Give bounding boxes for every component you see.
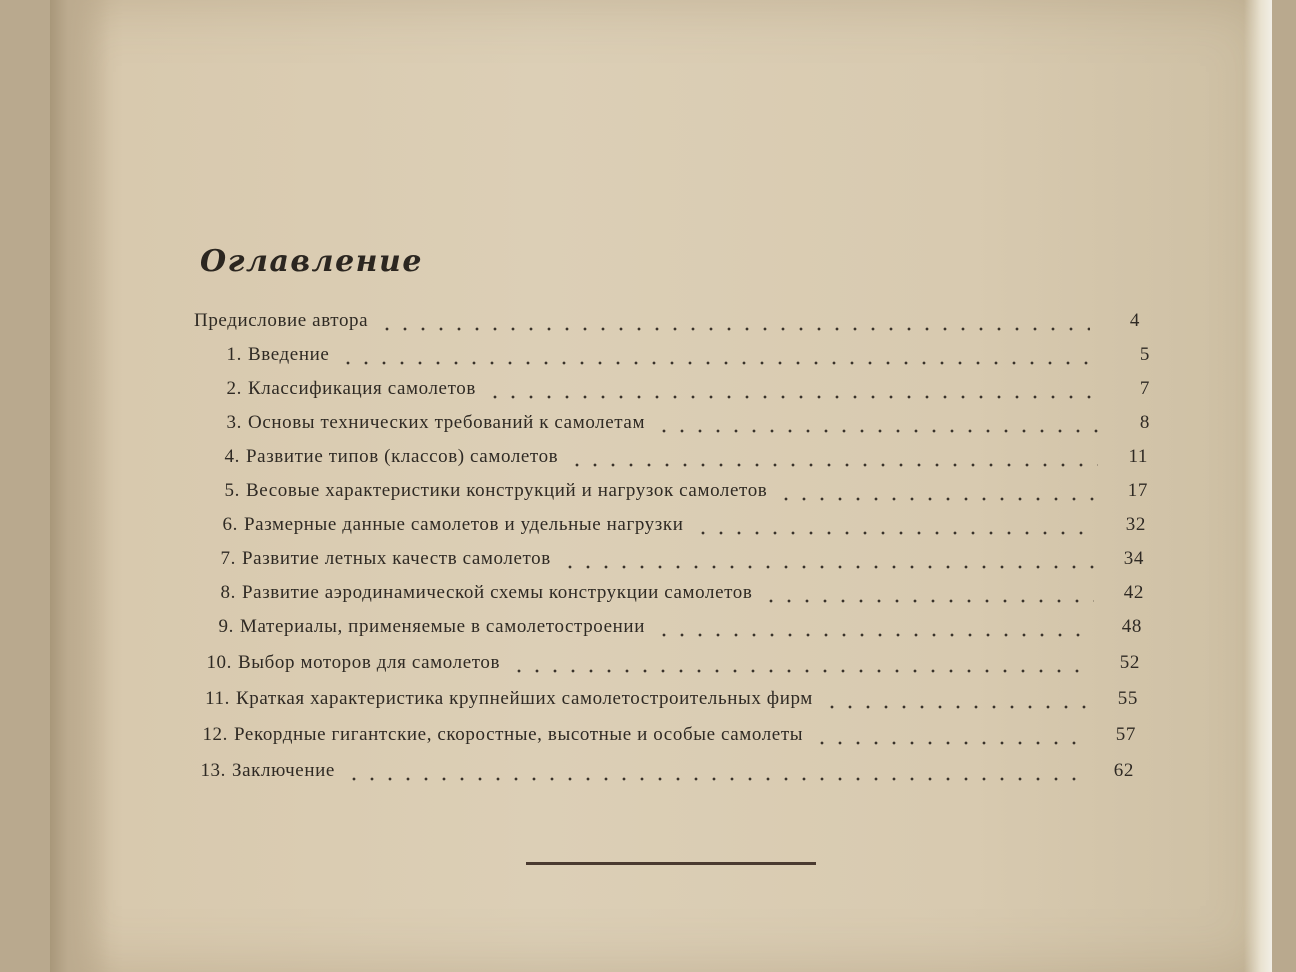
toc-entry-number: 7. xyxy=(220,548,236,569)
toc-entry-page: 48 xyxy=(1121,616,1142,637)
toc-entry-title: Материалы, применяемые в самолетостроении xyxy=(240,616,645,637)
toc-entry-title: Предисловие автора xyxy=(194,310,369,331)
toc-leader-dots xyxy=(486,395,1100,399)
toc-entry-number: 12. xyxy=(202,724,228,745)
toc-entry-number: 1. xyxy=(226,344,242,365)
toc-entry-title: Весовые характеристики конструкций и нагрузок самолетов xyxy=(246,480,768,501)
toc-entry-page: 34 xyxy=(1123,548,1144,569)
toc-entry-number: 10. xyxy=(206,652,232,673)
toc-entry-page: 55 xyxy=(1117,688,1138,709)
toc-title: Оглавление xyxy=(200,244,423,279)
toc-entry-page: 42 xyxy=(1123,582,1144,603)
toc-leader-dots xyxy=(762,599,1094,603)
toc-leader-dots xyxy=(510,669,1090,673)
toc-entry-title: Классификация самолетов xyxy=(248,378,476,399)
toc-entry-number: 8. xyxy=(220,582,236,603)
toc-entry-title: Краткая характеристика крупнейших самолетостроительных фирм xyxy=(236,688,813,709)
toc-entry-page: 8 xyxy=(1139,412,1150,433)
toc-entry-number: 6. xyxy=(222,514,238,535)
toc-entry-title: Рекордные гигантские, скоростные, высотные и особые самолеты xyxy=(234,724,804,745)
toc-entry-number: 13. xyxy=(200,760,226,781)
toc-leader-dots xyxy=(561,565,1094,569)
toc-leader-dots xyxy=(378,327,1090,331)
toc-entry-number: 11. xyxy=(205,688,230,709)
toc-leader-dots xyxy=(823,705,1088,709)
toc-entry-page: 5 xyxy=(1139,344,1150,365)
toc-entry xyxy=(190,344,1150,374)
toc-entry-title: Основы технических требований к самолетам xyxy=(248,412,646,433)
toc-entry-page: 7 xyxy=(1139,378,1150,399)
toc-entry xyxy=(176,724,1136,754)
toc-entry-title: Размерные данные самолетов и удельные нагрузки xyxy=(244,514,684,535)
toc-leader-dots xyxy=(777,497,1098,501)
toc-entry xyxy=(190,412,1150,442)
toc-leader-dots xyxy=(655,633,1092,637)
toc-entry-title: Заключение xyxy=(232,760,335,781)
end-rule xyxy=(526,862,816,865)
toc-leader-dots xyxy=(655,429,1100,433)
toc-entry-title: Развитие летных качеств самолетов xyxy=(242,548,551,569)
toc-leader-dots xyxy=(694,531,1097,535)
toc-entry-title: Развитие типов (классов) самолетов xyxy=(246,446,559,467)
toc-leader-dots xyxy=(345,777,1084,781)
toc-leader-dots xyxy=(568,463,1098,467)
toc-entry-number: 4. xyxy=(224,446,240,467)
toc-entry-title: Выбор моторов для самолетов xyxy=(238,652,501,673)
toc-entry xyxy=(182,616,1142,646)
toc-entry-number: 2. xyxy=(226,378,242,399)
toc-entry xyxy=(184,548,1144,578)
toc-entry-number: 3. xyxy=(226,412,242,433)
toc-entry xyxy=(180,652,1140,682)
page-edge xyxy=(1244,0,1272,972)
toc-entry-page: 52 xyxy=(1119,652,1140,673)
toc-entry-number: 5. xyxy=(224,480,240,501)
page-gutter xyxy=(50,0,110,972)
toc-entry-page: 57 xyxy=(1115,724,1136,745)
toc-entry-number: 9. xyxy=(218,616,234,637)
toc-entry-title: Развитие аэродинамической схемы конструкции самолетов xyxy=(242,582,753,603)
toc-entry xyxy=(188,446,1148,476)
toc-leader-dots xyxy=(339,361,1100,365)
toc-entry-page: 32 xyxy=(1125,514,1146,535)
toc-entry-page: 62 xyxy=(1113,760,1134,781)
toc-entry xyxy=(186,514,1146,544)
toc-entry-page: 4 xyxy=(1129,310,1140,331)
toc-entry-title: Введение xyxy=(248,344,330,365)
toc-entry-page: 17 xyxy=(1127,480,1148,501)
toc-entry xyxy=(190,378,1150,408)
toc-entry xyxy=(180,310,1140,340)
toc-entry-page: 11 xyxy=(1128,446,1148,467)
toc-entry xyxy=(174,760,1134,790)
toc-entry xyxy=(178,688,1138,718)
toc-leader-dots xyxy=(813,741,1086,745)
toc-entry xyxy=(188,480,1148,510)
toc-entry xyxy=(184,582,1144,612)
